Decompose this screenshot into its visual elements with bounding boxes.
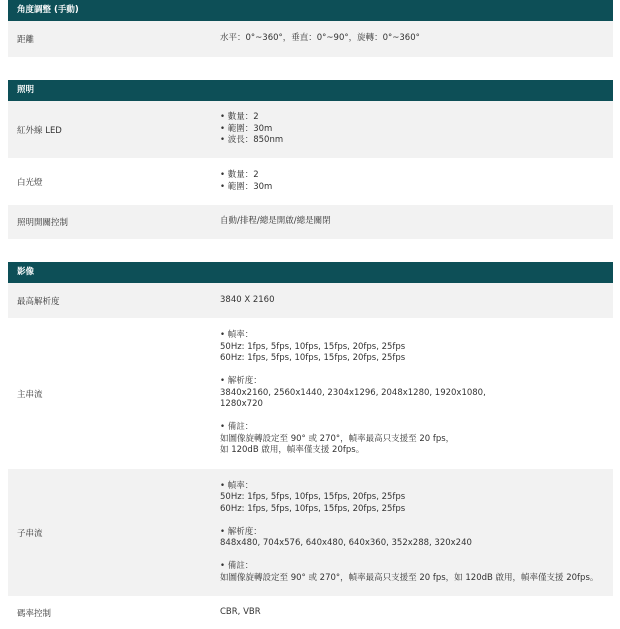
- spec-label: 主串流: [17, 389, 43, 400]
- spec-label: 最高解析度: [17, 296, 60, 307]
- section-angle-adjustment: [8, 0, 613, 58]
- line-gap: [220, 550, 607, 562]
- section-lighting: [8, 80, 613, 240]
- spec-label: 子串流: [17, 528, 43, 539]
- spec-row-distance: [8, 21, 613, 58]
- spec-value: [220, 159, 607, 204]
- value-line: 3840x2160, 2560x1440, 2304x1296, 2048x1280, 1920x1080,: [220, 387, 486, 398]
- section-video: [8, 262, 613, 629]
- spec-label: 白光燈: [17, 177, 43, 188]
- spec-value: [220, 21, 607, 57]
- value-line: • 數量：2: [220, 112, 259, 123]
- value-line: 50Hz: 1fps, 5fps, 10fps, 15fps, 20fps, 25fps: [220, 492, 406, 503]
- value-line: 60Hz: 1fps, 5fps, 10fps, 15fps, 20fps, 25fps: [220, 353, 406, 364]
- spec-row-max-resolution: [8, 283, 613, 319]
- spec-row-ir-led: [8, 101, 613, 159]
- spec-label: 距離: [17, 35, 35, 45]
- value-line: 如圖像旋轉設定至 90° 或 270°，幀率最高只支援至 20 fps，如 120dB 啟用，幀率僅支援 20fps。: [220, 572, 599, 583]
- spec-value: [220, 205, 607, 239]
- spec-value: [220, 469, 607, 596]
- value-line: 1280x720: [220, 399, 263, 410]
- line-gap: [220, 411, 607, 423]
- section-header: 照明: [8, 80, 613, 101]
- value-line: CBR, VBR: [220, 606, 261, 617]
- value-line: 50Hz: 1fps, 5fps, 10fps, 15fps, 20fps, 25fps: [220, 341, 406, 352]
- value-line: 如 120dB 啟用，幀率僅支援 20fps。: [220, 445, 365, 456]
- value-line: 60Hz: 1fps, 5fps, 10fps, 15fps, 20fps, 25fps: [220, 503, 406, 514]
- section-header: 影像: [8, 262, 613, 283]
- line-gap: [220, 365, 607, 377]
- spec-value: [220, 319, 607, 468]
- value-line: • 幀率：: [220, 480, 254, 491]
- spec-row-white-light: [8, 159, 613, 205]
- spec-label: 紅外線 LED: [17, 125, 62, 136]
- spec-row-light-control: [8, 205, 613, 240]
- value-line: 水平：0°~360°，垂直：0°~90°，旋轉：0°~360°: [220, 33, 420, 44]
- spec-value: [220, 597, 607, 628]
- value-line: • 範圍：30m: [220, 181, 273, 192]
- line-gap: [220, 515, 607, 527]
- value-line: 如圖像旋轉設定至 90° 或 270°，幀率最高只支援至 20 fps，: [220, 433, 455, 444]
- value-line: • 解析度：: [220, 526, 262, 537]
- value-line: 848x480, 704x576, 640x480, 640x360, 352x288, 320x240: [220, 538, 472, 549]
- spec-row-bitrate-control: [8, 597, 613, 629]
- section-header: 角度調整 (手動): [8, 0, 613, 21]
- value-line: • 備註：: [220, 422, 254, 433]
- spec-value: [220, 101, 607, 158]
- value-line: 自動/排程/總是開啟/總是關閉: [220, 216, 331, 227]
- value-line: • 波長：850nm: [220, 135, 284, 146]
- value-line: • 備註：: [220, 561, 254, 572]
- spec-value: [220, 283, 607, 318]
- spec-label: 照明開關控制: [17, 218, 69, 228]
- value-line: • 解析度：: [220, 376, 262, 387]
- spec-row-sub-stream: [8, 469, 613, 597]
- value-line: • 範圍：30m: [220, 123, 273, 134]
- value-line: • 數量：2: [220, 170, 259, 180]
- value-line: • 幀率：: [220, 330, 254, 341]
- spec-label: 碼率控制: [17, 608, 52, 619]
- value-line: 3840 X 2160: [220, 294, 275, 305]
- spec-row-main-stream: [8, 319, 613, 469]
